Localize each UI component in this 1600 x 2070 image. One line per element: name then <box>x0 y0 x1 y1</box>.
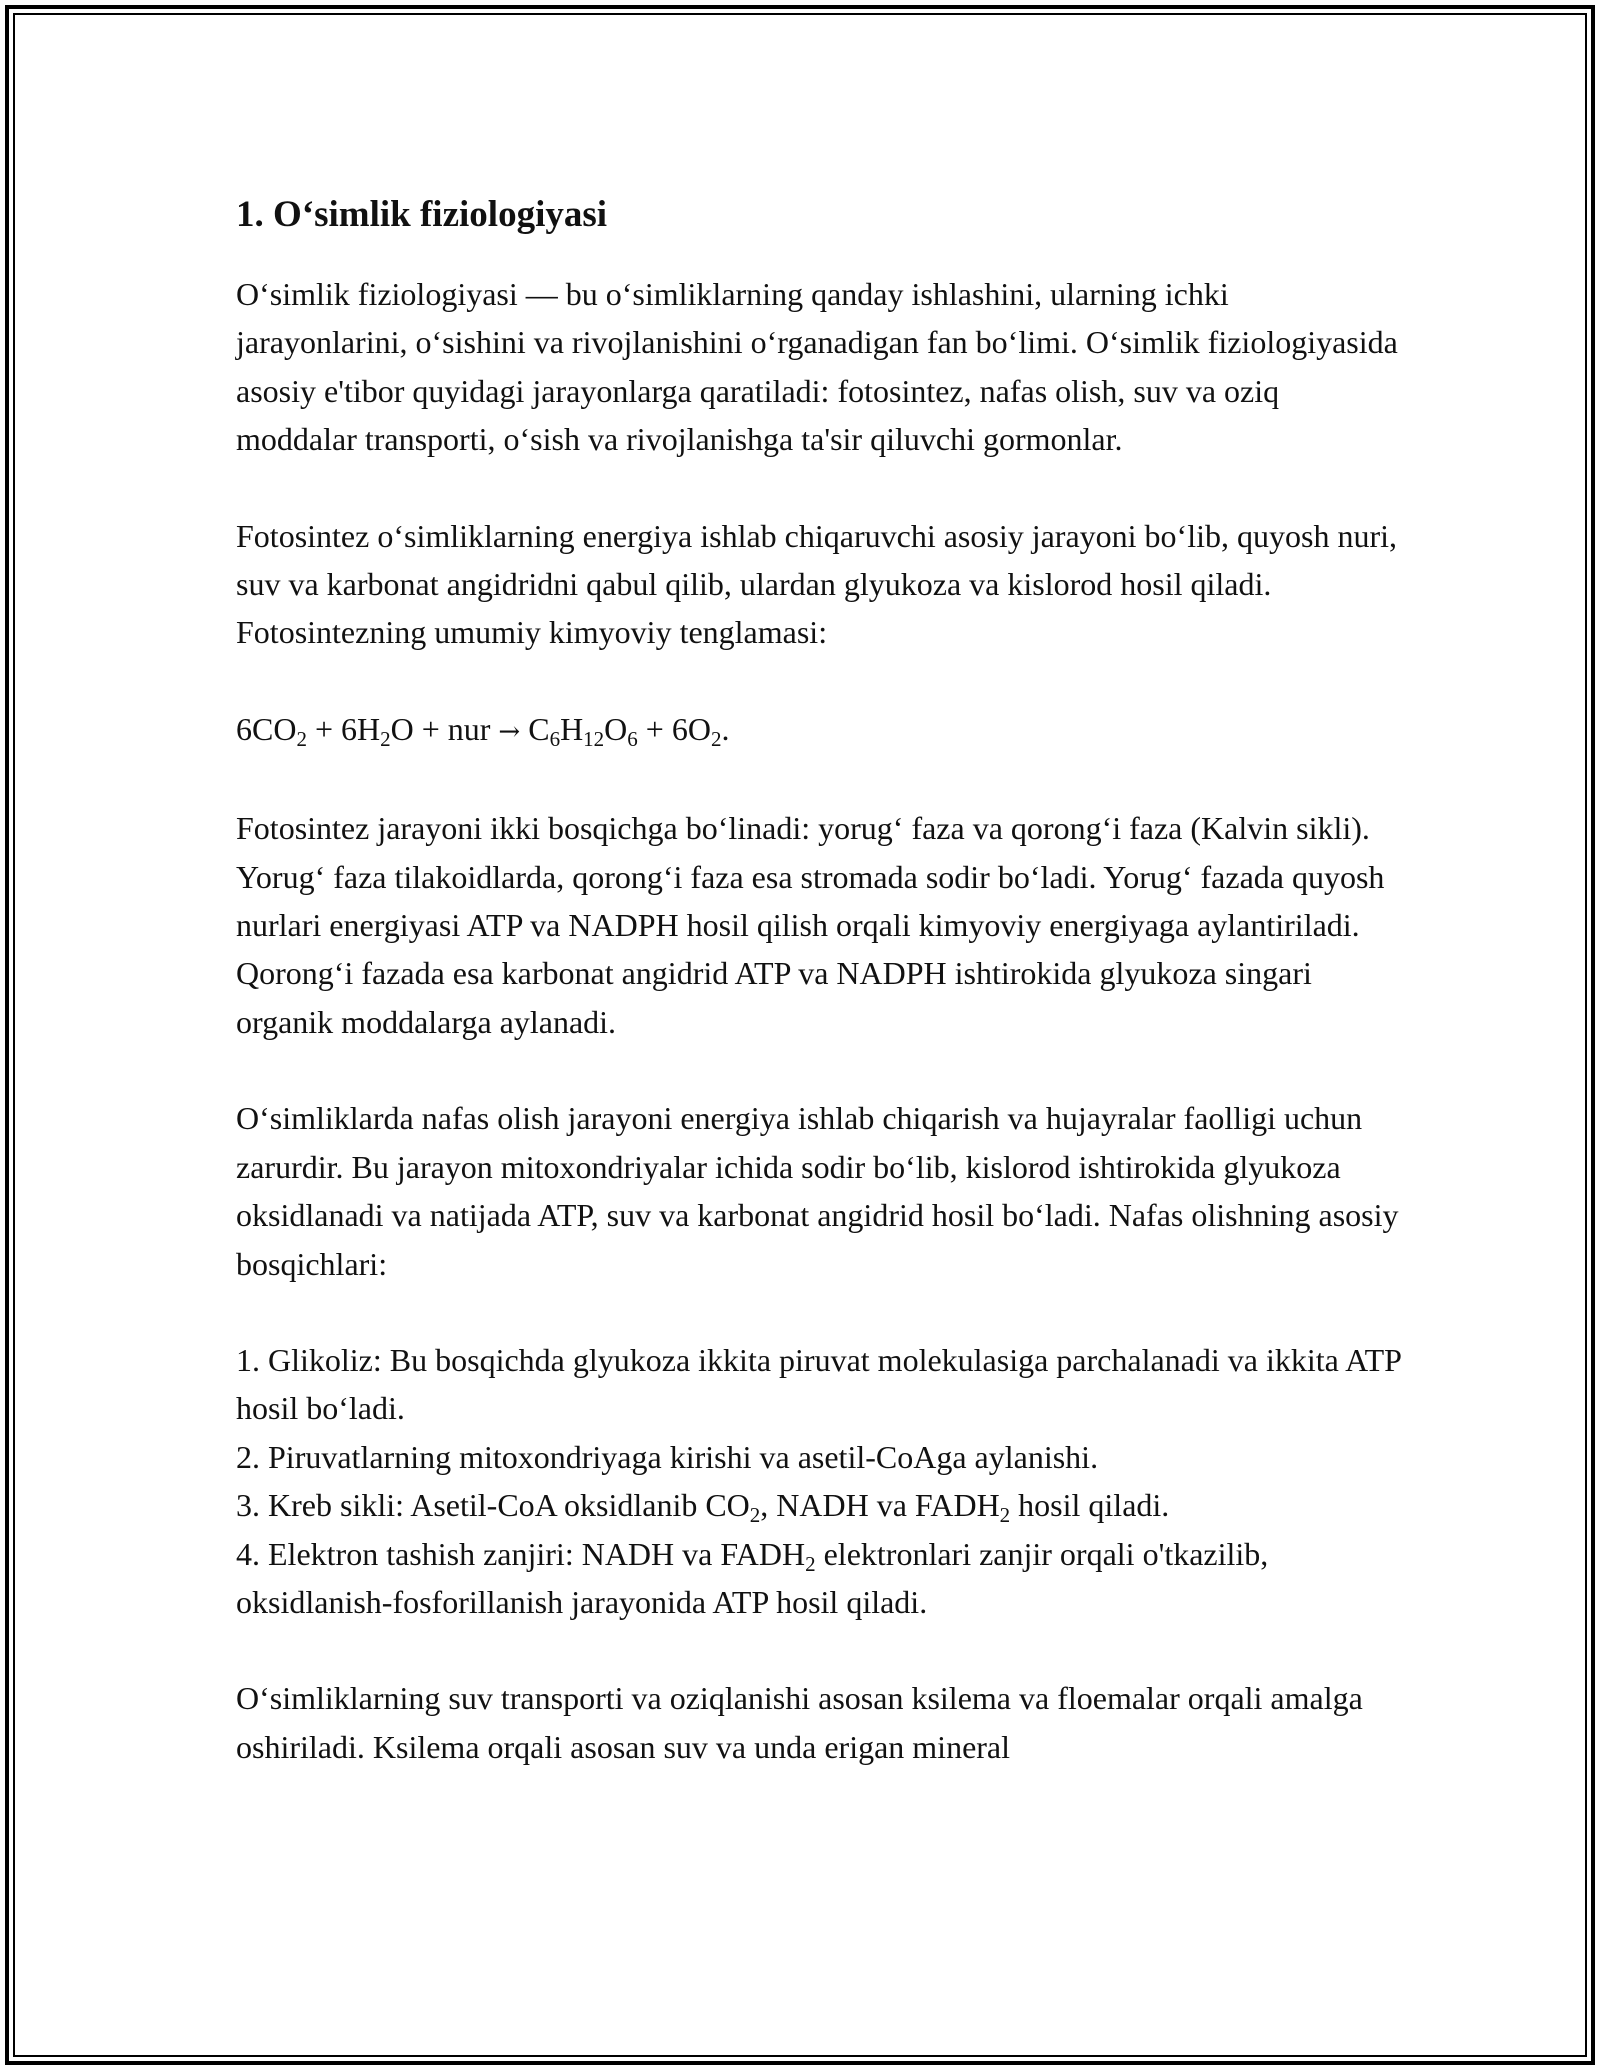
equation-part: 6CO <box>236 710 297 747</box>
equation-subscript: 2 <box>710 726 722 751</box>
list-item-pyruvate: 2. Piruvatlarning mitoxondriyaga kirishi va asetil-CoAga aylanishi. <box>236 1438 1099 1475</box>
list-item-krebs-cycle <box>236 1481 1406 1529</box>
equation-part: H <box>560 710 584 747</box>
equation-subscript: 2 <box>296 726 307 751</box>
equation-part: O <box>604 710 628 747</box>
reaction-arrow-icon: → <box>498 716 521 747</box>
equation-part: + 6H <box>306 710 381 747</box>
equation-part: . <box>721 710 730 747</box>
list-text: elektronlari zanjir orqali o'tkazilib, oksidlanish-fosforillanish jarayonida ATP hosil qiladi. <box>236 1535 1269 1620</box>
list-text: hosil qiladi. <box>1010 1487 1170 1524</box>
respiration-paragraph: O‘simliklarda nafas olish jarayoni energiya ishlab chiqarish va hujayralar faolligi uchun zarurdir. Bu jarayon mitoxondriyalar ichida sodir bo‘lib, kislorod ishtirokida glyukoza oksidlanadi va natijada ATP, suv va karbonat angidrid hosil bo‘ladi. Nafas olishning asosiy bosqichlari: <box>236 1100 1399 1282</box>
equation-part: O + nur <box>390 710 499 747</box>
list-subscript: 2 <box>805 1551 816 1576</box>
list-text: 3. Kreb sikli: Asetil-CoA oksidlanib CO <box>236 1487 750 1524</box>
photosynthesis-equation <box>236 705 1406 756</box>
list-text: 4. Elektron tashish zanjiri: NADH va FADH <box>236 1535 806 1572</box>
photosynthesis-paragraph: Fotosintez o‘simliklarning energiya ishlab chiqaruvchi asosiy jarayoni bo‘lib, quyosh nuri, suv va karbonat angidridni qabul qilib, ulardan glyukoza va kislorod hosil qiladi. Fotosintezning umumiy kimyoviy tenglamasi: <box>236 517 1397 651</box>
page-title: 1. O‘simlik fiziologiyasi <box>236 194 608 235</box>
transport-paragraph: O‘simliklarning suv transporti va oziqlanishi asosan ksilema va floemalar orqali amalga oshiriladi. Ksilema orqali asosan suv va unda erigan mineral <box>236 1680 1363 1765</box>
list-item-glycolysis: 1. Glikoliz: Bu bosqichda glyukoza ikkita piruvat molekulasiga parchalanadi va ikkita ATP hosil bo‘ladi. <box>236 1341 1401 1427</box>
phases-paragraph: Fotosintez jarayoni ikki bosqichga bo‘linadi: yorug‘ faza va qorong‘i faza (Kalvin sikli). Yorug‘ faza tilakoidlarda, qorong‘i faza esa stromada sodir bo‘ladi. Yorug‘ fazada quyosh nurlari energiyasi ATP va NADPH hosil qilish orqali kimyoviy energiyaga aylantiriladi. Qorong‘i fazada esa karbonat angidrid ATP va NADPH ishtirokida glyukoza singari organik moddalarga aylanadi. <box>236 810 1385 1040</box>
list-subscript: 2 <box>999 1503 1011 1528</box>
equation-subscript: 6 <box>627 726 638 751</box>
list-subscript: 2 <box>749 1503 761 1528</box>
equation-part: C <box>520 710 550 747</box>
equation-subscript: 6 <box>549 726 561 751</box>
equation-part: + 6O <box>637 710 711 747</box>
document-body <box>236 186 1406 1819</box>
list-item-electron-transport <box>236 1530 1406 1627</box>
list-text: , NADH va FADH <box>760 1487 1000 1524</box>
equation-subscript: 12 <box>583 726 605 751</box>
intro-paragraph: O‘simlik fiziologiyasi — bu o‘simliklarning qanday ishlashini, ularning ichki jarayonlarini, o‘sishini va rivojlanishini o‘rganadigan fan bo‘limi. O‘simlik fiziologiyasida asosiy e'tibor quyidagi jarayonlarga qaratiladi: fotosintez, nafas olish, suv va oziq moddalar transporti, o‘sish va rivojlanishga ta'sir qiluvchi gormonlar. <box>236 276 1398 458</box>
equation-subscript: 2 <box>380 726 391 751</box>
